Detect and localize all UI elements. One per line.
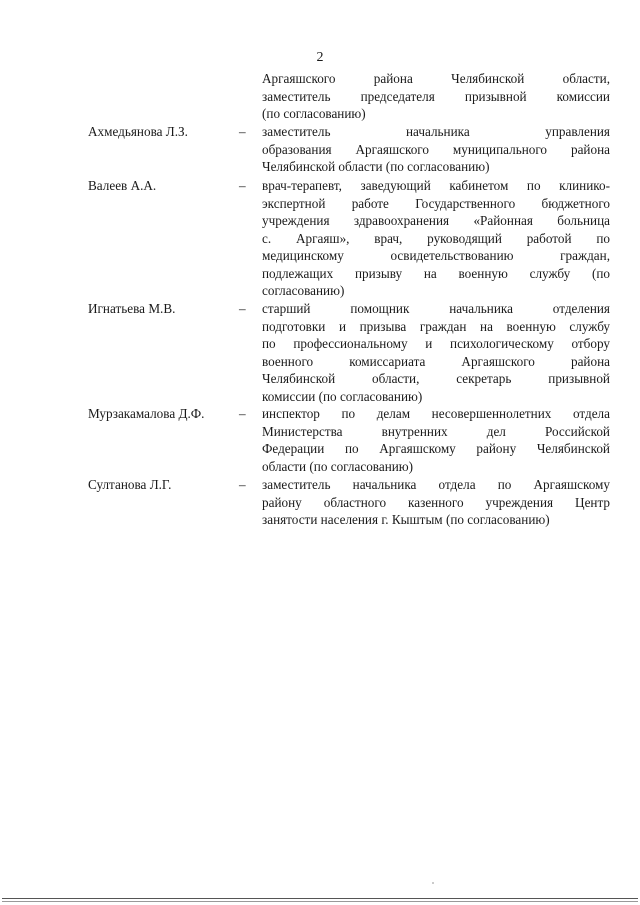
description-line: заместитель начальника управления bbox=[262, 124, 610, 139]
description-line: экспертной работе Государственного бюджетного bbox=[262, 195, 610, 211]
lead-line: (по согласованию) bbox=[262, 106, 366, 121]
description-line: учреждения здравоохранения «Районная больница bbox=[262, 213, 610, 228]
member-name: Игнатьева М.В. bbox=[88, 301, 176, 316]
description-line: занятости населения г. Кыштым (по согласованию) bbox=[262, 512, 550, 527]
description-line: с. Аргаяш», врач, руководящий работой по bbox=[262, 230, 610, 246]
member-dash: – bbox=[239, 178, 246, 193]
scan-speck bbox=[432, 882, 434, 884]
description-line: заместитель начальника отдела по Аргаяшскому bbox=[262, 477, 610, 492]
description-line: комиссии (по согласованию) bbox=[262, 388, 423, 404]
member-entry bbox=[88, 405, 610, 477]
member-entry bbox=[88, 123, 610, 177]
member-dash: – bbox=[239, 477, 246, 492]
member-name: Мурзакамалова Д.Ф. bbox=[88, 406, 205, 421]
description-line: подготовки и призыва граждан на военную службу bbox=[262, 318, 610, 334]
description-line: военного комиссариата Аргаяшского района bbox=[262, 353, 610, 369]
description-line: Федерации по Аргаяшскому району Челябинской bbox=[262, 441, 610, 456]
member-dash: – bbox=[239, 124, 246, 139]
member-entry bbox=[88, 476, 610, 530]
page-number: 2 bbox=[316, 50, 324, 65]
description-line: Челябинской области (по согласованию) bbox=[262, 159, 490, 174]
member-description bbox=[262, 405, 610, 475]
member-description bbox=[262, 177, 610, 300]
description-line: медицинскому освидетельствованию граждан, bbox=[262, 248, 610, 263]
description-line: врач-терапевт, заведующий кабинетом по клинико- bbox=[262, 178, 610, 193]
lead-paragraph bbox=[262, 70, 610, 123]
description-line: Челябинской области, секретарь призывной bbox=[262, 371, 610, 386]
member-name: Ахмедьянова Л.З. bbox=[88, 124, 188, 139]
description-line: по профессиональному и психологическому отбору bbox=[262, 336, 610, 351]
member-entry bbox=[88, 177, 610, 301]
member-name: Султанова Л.Г. bbox=[88, 477, 172, 492]
member-description bbox=[262, 476, 610, 529]
member-dash: – bbox=[239, 301, 246, 316]
member-description bbox=[262, 123, 610, 176]
description-line: инспектор по делам несовершеннолетних отдела bbox=[262, 406, 610, 421]
description-line: подлежащих призыву на военную службу (по bbox=[262, 265, 610, 281]
lead-line: Аргаяшского района Челябинской области, bbox=[262, 71, 610, 86]
member-description bbox=[262, 300, 610, 405]
member-entry bbox=[88, 300, 610, 408]
lead-line: заместитель председателя призывной комиссии bbox=[262, 88, 610, 104]
description-line: образования Аргаяшского муниципального района bbox=[262, 141, 610, 157]
description-line: Министерства внутренних дел Российской bbox=[262, 423, 610, 439]
footer-rule bbox=[2, 898, 638, 899]
description-line: области (по согласованию) bbox=[262, 458, 414, 474]
description-line: старший помощник начальника отделения bbox=[262, 301, 610, 316]
member-dash: – bbox=[239, 406, 246, 421]
footer-rule-secondary bbox=[2, 901, 638, 902]
description-line: согласованию) bbox=[262, 283, 345, 298]
member-name: Валеев А.А. bbox=[88, 178, 157, 193]
description-line: району областного казенного учреждения Центр bbox=[262, 494, 610, 510]
